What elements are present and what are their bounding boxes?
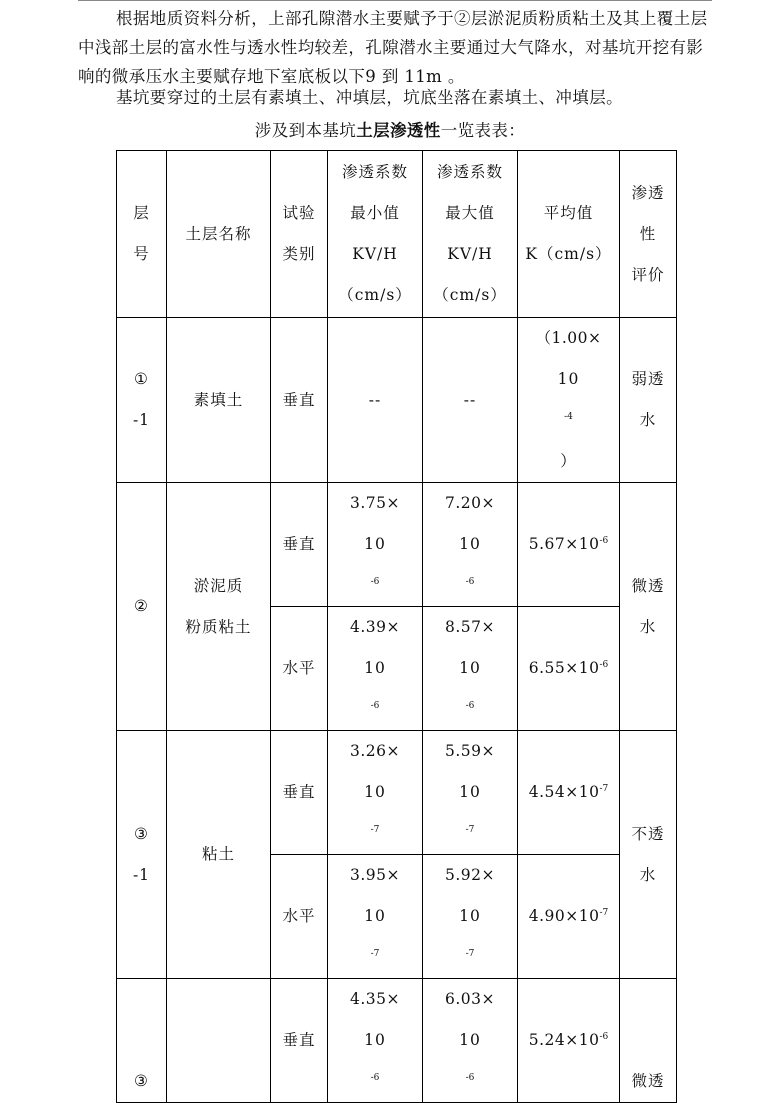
cell-text: 性 xyxy=(639,224,657,243)
cell-text: 10 xyxy=(557,370,580,388)
permeability-table xyxy=(116,150,677,1103)
cell-max xyxy=(423,731,518,855)
cell-text: （cm/s） xyxy=(338,286,412,304)
cell-text: 4.35× xyxy=(350,990,400,1008)
cell-test-type xyxy=(271,731,328,855)
header-soil-name xyxy=(167,151,271,318)
cell-min xyxy=(328,607,423,731)
cell-text: 10 xyxy=(459,535,481,553)
cell-text: 不透 xyxy=(631,824,665,843)
cell-text: 水 xyxy=(639,865,657,884)
caption-part3: 一览表表： xyxy=(440,121,526,140)
cell-text: （cm/s） xyxy=(433,286,507,304)
header-eval xyxy=(620,151,677,318)
cell-min xyxy=(328,483,423,607)
table-row xyxy=(117,979,677,1103)
cell-text: -6 xyxy=(465,577,475,587)
table-row xyxy=(117,318,677,483)
cell-text: -7 xyxy=(370,949,380,959)
cell-text: 3.95× xyxy=(350,866,400,884)
cell-text: 类别 xyxy=(282,245,316,263)
cell-text: KV/H xyxy=(352,245,398,263)
cell-layer-no xyxy=(117,731,167,979)
paragraph-geology: 根据地质资料分析，上部孔隙潜水主要赋予于②层淤泥质粉质粘土及其上覆土层中浅部土层的富水性与透水性均较差，孔隙潜水主要通过大气降水，对基坑开挖有影响的微承压水主要赋存地下室底板以下9 到 11m 。 xyxy=(78,9,708,86)
table-row xyxy=(117,483,677,607)
cell-text: 水 xyxy=(639,617,657,636)
cell-text: -7 xyxy=(465,825,475,835)
cell-text: 5.24×10 xyxy=(528,1031,600,1049)
cell-text: -7 xyxy=(599,784,609,794)
header-min xyxy=(328,151,423,318)
cell-min xyxy=(328,979,423,1103)
cell-text: 10 xyxy=(459,659,481,677)
cell-text: 平均值 xyxy=(543,204,594,222)
cell-soil-name xyxy=(167,318,271,483)
cell-test-type xyxy=(271,979,328,1103)
cell-test-type xyxy=(271,318,328,483)
header-max xyxy=(423,151,518,318)
cell-text: 10 xyxy=(459,907,481,925)
cell-text: -6 xyxy=(599,1032,609,1042)
header-test-type xyxy=(271,151,328,318)
cell-max xyxy=(423,979,518,1103)
cell-text: 土层名称 xyxy=(185,224,252,243)
cell-text: 10 xyxy=(364,535,386,553)
cell-text: 3.75× xyxy=(350,494,400,512)
cell-text: 6.55×10 xyxy=(528,659,600,677)
cell-text: 微透 xyxy=(631,576,665,595)
cell-text: 素填土 xyxy=(193,390,244,409)
cell-avg xyxy=(518,731,620,855)
cell-text: 弱透 xyxy=(631,370,665,388)
cell-text: 淤泥质 xyxy=(193,576,244,595)
cell-text: 8.57× xyxy=(445,618,495,636)
cell-text: KV/H xyxy=(447,245,493,263)
header-row xyxy=(117,151,677,318)
cell-text: 4.90×10 xyxy=(528,907,600,925)
table-row xyxy=(117,731,677,855)
cell-text: -7 xyxy=(370,825,380,835)
cell-text: 垂直 xyxy=(282,390,316,409)
cell-avg xyxy=(518,979,620,1103)
cell-text: 10 xyxy=(364,659,386,677)
cell-soil-name xyxy=(167,483,271,731)
cell-text: 10 xyxy=(364,1031,386,1049)
cell-text: ） xyxy=(560,452,577,470)
cell-soil-name xyxy=(167,979,271,1103)
cell-text: -6 xyxy=(465,1073,475,1083)
cell-text: 5.92× xyxy=(445,866,495,884)
table-caption xyxy=(0,117,780,141)
cell-text: ③ xyxy=(134,824,149,843)
cell-text: 水平 xyxy=(282,659,316,677)
cell-text: -1 xyxy=(132,865,151,884)
cell-text: 10 xyxy=(459,1031,481,1049)
cell-eval xyxy=(620,979,677,1103)
cell-text: 3.26× xyxy=(350,742,400,760)
cell-text: 4.39× xyxy=(350,618,400,636)
cell-text: 粉质粘土 xyxy=(185,617,252,636)
cell-eval xyxy=(620,483,677,731)
cell-layer-no xyxy=(117,318,167,483)
cell-text: 5.67×10 xyxy=(528,535,600,553)
cell-text: 微透 xyxy=(631,1072,665,1090)
cell-text: 最小值 xyxy=(350,204,400,222)
header-avg xyxy=(518,151,620,318)
cell-eval xyxy=(620,731,677,979)
cell-text: -6 xyxy=(370,701,380,711)
caption-part2: 土层渗透性 xyxy=(356,121,441,140)
cell-avg xyxy=(518,483,620,607)
cell-test-type xyxy=(271,855,328,979)
cell-text: 10 xyxy=(459,783,481,801)
cell-text: ② xyxy=(134,597,149,615)
top-rule xyxy=(78,0,712,1)
cell-text: 层 xyxy=(133,204,150,222)
cell-test-type xyxy=(271,607,328,731)
cell-text: 10 xyxy=(364,783,386,801)
cell-soil-name xyxy=(167,731,271,979)
cell-text: ① xyxy=(134,370,149,388)
cell-text: 7.20× xyxy=(445,494,495,512)
cell-text: 垂直 xyxy=(282,1031,316,1049)
cell-text: 渗透 xyxy=(631,183,665,202)
cell-text: 6.03× xyxy=(445,990,495,1008)
cell-avg xyxy=(518,607,620,731)
cell-eval xyxy=(620,318,677,483)
header-layer-no xyxy=(117,151,167,318)
cell-text: 5.59× xyxy=(445,742,495,760)
cell-text: -6 xyxy=(599,660,609,670)
cell-text: 10 xyxy=(364,907,386,925)
cell-max xyxy=(423,483,518,607)
cell-avg xyxy=(518,318,620,483)
cell-layer-no xyxy=(117,979,167,1103)
cell-text: 水平 xyxy=(282,907,316,925)
cell-max xyxy=(423,607,518,731)
cell-max xyxy=(423,855,518,979)
cell-text: -6 xyxy=(465,701,475,711)
cell-layer-no xyxy=(117,483,167,731)
cell-min xyxy=(328,855,423,979)
cell-text: 渗透系数 xyxy=(436,163,503,181)
cell-text: 粘土 xyxy=(201,845,235,863)
cell-min xyxy=(328,731,423,855)
cell-min xyxy=(328,318,423,483)
cell-text: ③ xyxy=(134,1072,149,1090)
cell-text: K（cm/s） xyxy=(525,245,612,263)
cell-text: -6 xyxy=(599,536,609,546)
cell-text: 评价 xyxy=(631,265,665,284)
cell-text: 试验 xyxy=(282,204,316,222)
cell-text: -7 xyxy=(599,908,609,918)
paragraph-strata: 基坑要穿过的土层有素填土、冲填层，坑底坐落在素填土、冲填层。 xyxy=(116,88,623,107)
cell-text: -7 xyxy=(465,949,475,959)
cell-text: 最大值 xyxy=(445,204,495,222)
cell-text: 号 xyxy=(133,245,150,263)
cell-text: 垂直 xyxy=(282,535,316,553)
cell-text: 水 xyxy=(639,411,657,429)
cell-avg xyxy=(518,855,620,979)
cell-text: -6 xyxy=(370,577,380,587)
cell-max xyxy=(423,318,518,483)
cell-text: （1.00× xyxy=(535,329,602,347)
caption-part1: 涉及到本基坑 xyxy=(254,121,357,140)
cell-test-type xyxy=(271,483,328,607)
cell-text: 渗透系数 xyxy=(341,163,408,181)
cell-text: -- xyxy=(368,390,382,409)
cell-text: -- xyxy=(463,390,477,409)
cell-text: -4 xyxy=(564,412,573,422)
cell-text: 垂直 xyxy=(282,783,316,801)
cell-text: -1 xyxy=(132,411,151,429)
cell-text: 4.54×10 xyxy=(528,783,600,801)
cell-text: -6 xyxy=(370,1073,380,1083)
